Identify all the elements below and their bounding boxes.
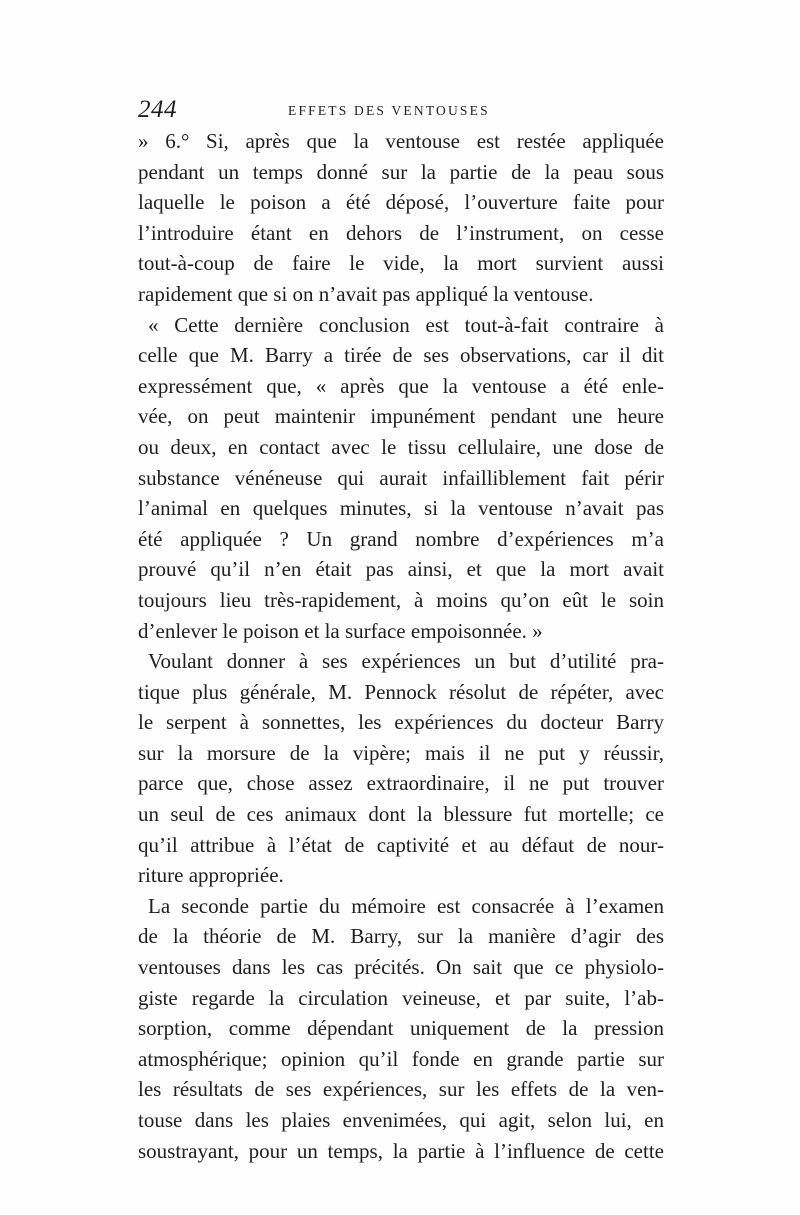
text-line: l’introduire étant en dehors de l’instrument, on cesse [138, 220, 664, 245]
text-line: qu’il attribue à l’état de captivité et au défaut de nour- [138, 832, 664, 857]
text-line: » 6.° Si, après que la ventouse est restée appliquée [138, 129, 664, 153]
text-line: pendant un temps donné sur la partie de la peau sous [138, 159, 664, 184]
text-line: Voulant donner à ses expériences un but d’utilité pra- [148, 649, 664, 674]
text-line: tout-à-coup de faire le vide, la mort survient aussi [138, 251, 664, 276]
text-line: ou deux, en contact avec le tissu cellulaire, une dose de [138, 434, 664, 459]
text-line: laquelle le poison a été déposé, l’ouverture faite pour [138, 190, 664, 215]
text-line: ventouses dans les cas précités. On sait que ce physiolo- [138, 955, 664, 980]
text-line: riture appropriée. [138, 863, 284, 888]
text-line: substance vénéneuse qui aurait infailliblement fait périr [138, 465, 664, 490]
running-title: EFFETS DES VENTOUSES [288, 103, 490, 118]
text-line: soustrayant, pour un temps, la partie à l’influence de cette [138, 1138, 664, 1163]
text-line: d’enlever le poison et la surface empoisonnée. » [138, 618, 543, 643]
text-line: été appliquée ? Un grand nombre d’expériences m’a [138, 526, 664, 551]
page-header [138, 96, 664, 126]
text-line: expressément que, « après que la ventouse a été enle- [138, 373, 664, 398]
text-line: sur la morsure de la vipère; mais il ne put y réussir, [138, 740, 664, 765]
text-line: rapidement que si on n’avait pas appliqué la ventouse. [138, 281, 594, 306]
text-line: de la théorie de M. Barry, sur la manière d’agir des [138, 924, 664, 949]
text-line: un seul de ces animaux dont la blessure fut mortelle; ce [138, 802, 664, 827]
text-line: tique plus générale, M. Pennock résolut de répéter, avec [138, 679, 664, 704]
text-line: touse dans les plaies envenimées, qui agit, selon lui, en [138, 1108, 664, 1132]
body-text [138, 126, 664, 1166]
text-line: atmosphérique; opinion qu’il fonde en grande partie sur [138, 1046, 664, 1071]
text-line: sorption, comme dépendant uniquement de la pression [138, 1016, 664, 1041]
text-line: l’animal en quelques minutes, si la ventouse n’avait pas [138, 496, 664, 521]
text-line: le serpent à sonnettes, les expériences du docteur Barry [138, 710, 664, 735]
text-line: La seconde partie du mémoire est consacrée à l’examen [148, 893, 664, 918]
text-line: parce que, chose assez extraordinaire, il ne put trouver [138, 771, 664, 796]
text-line: giste regarde la circulation veineuse, et par suite, l’ab- [138, 985, 664, 1010]
text-line: toujours lieu très-rapidement, à moins qu’on eût le soin [138, 587, 664, 612]
text-line: vée, on peut maintenir impunément pendant une heure [138, 404, 664, 429]
text-line: celle que M. Barry a tirée de ses observations, car il dit [138, 343, 664, 368]
text-line: les résultats de ses expériences, sur les effets de la ven- [138, 1077, 664, 1102]
text-line: « Cette dernière conclusion est tout-à-fait contraire à [148, 312, 664, 337]
text-line: prouvé qu’il n’en était pas ainsi, et que la mort avait [138, 557, 664, 582]
page-number: 244 [138, 96, 177, 123]
